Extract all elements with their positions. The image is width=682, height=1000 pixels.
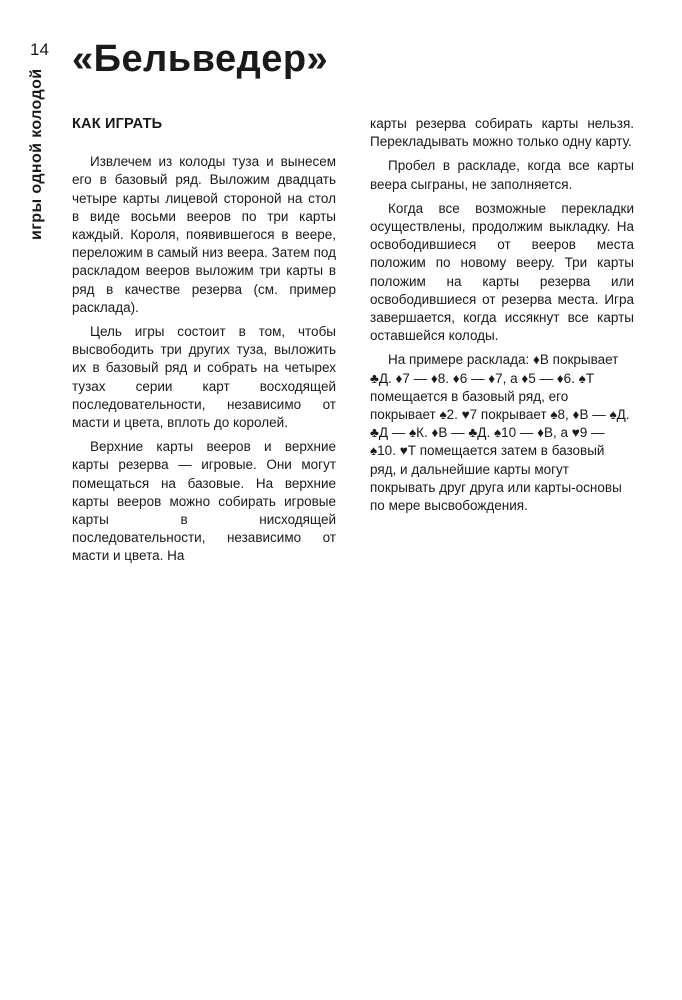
paragraph-empty-gap: Пробел в раскладе, когда все карты веера сыграны, не заполняется. (370, 158, 634, 192)
running-section-label: игры одной колодой (28, 68, 45, 240)
page-number: 14 (30, 40, 49, 59)
paragraph-goal: Цель игры состоит в том, чтобы высвободить три других туза, выложить их в базовый ряд и собрать на четырех тузах серии карт восходящей последовательности, независимо от масти и цвета, вплоть до королей. (72, 324, 336, 431)
text-columns (72, 115, 634, 572)
page-title: «Бельведер» (72, 38, 329, 80)
paragraph-setup: Извлечем из колоды туза и вынесем его в базовый ряд. Выложим двадцать четыре карты лицевой стороной на стол в виде восьми вееров по три карты каждый. Короля, появившегося в веере, переложим в самый низ веера. Затем под раскладом вееров выложим три карты в ряд в качестве резерва (см. пример расклада). (72, 154, 336, 315)
paragraph-continue-dealing: Когда все возможные перекладки осуществлены, продолжим выкладку. На освободившиеся от вееров места положим по новому вееру. Три карты положим на карты резерва или освободившиеся от резерва места. Игра завершается, когда иссякнут все карты оставшейся колоды. (370, 200, 634, 344)
section-heading: КАК ИГРАТЬ (72, 116, 163, 132)
paragraph-continuation: карты резерва собирать карты нельзя. Перекладывать можно только одну карту. (370, 116, 634, 150)
right-column (370, 115, 634, 572)
left-column (72, 115, 336, 572)
paragraph-playable-cards: Верхние карты вееров и верхние карты резерва — игровые. Они могут помещаться на базовые. На верхние карты вееров можно собирать игровые карты в нисходящей последовательности, независимо от масти и цвета. На (72, 439, 336, 564)
paragraph-layout-example: На примере расклада: ♦В покрывает ♣Д. ♦7 — ♦8. ♦6 — ♦7, а ♦5 — ♦6. ♠Т помещается в базовый ряд, его покрывает ♠2. ♥7 покрывает ♠8, ♦В — ♠Д. ♣Д — ♠К. ♦В — ♣Д. ♠10 — ♦В, а ♥9 — ♠10. ♥Т помещается затем в базовый ряд, и дальнейшие карты могут покрывать друг друга или карты-основы по мере высвобождения. (370, 352, 630, 514)
